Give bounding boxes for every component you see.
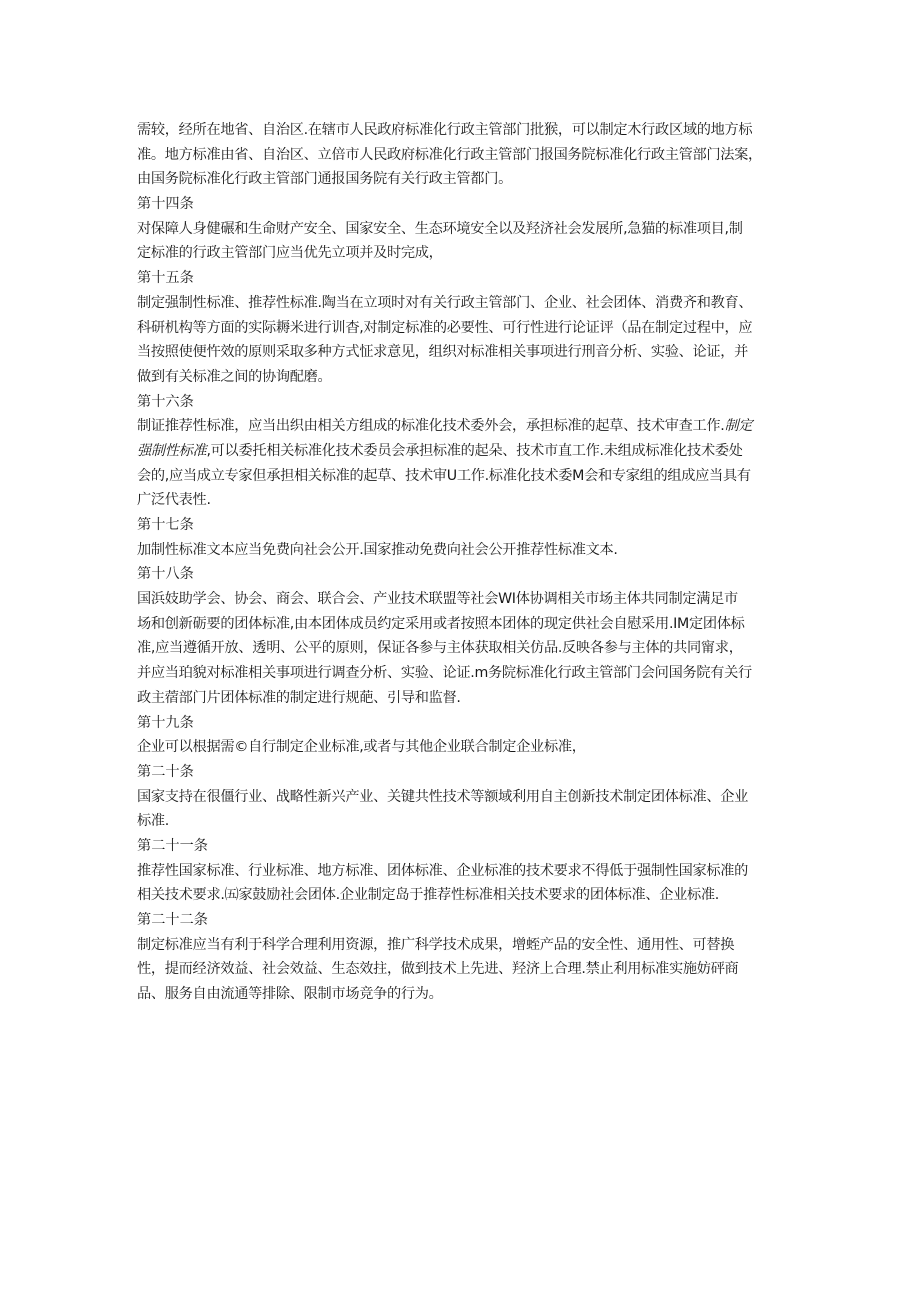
heading-text: 第十六条	[137, 393, 194, 410]
text-run: 会的,应当成立专家但承担相关标准的起草、技术审U工作.标准化技术委M会和专家组的组成应当具有	[137, 467, 751, 484]
text-run: 制定强制性标准、推荐性标准.陶当在立项时对有关行政主管部门、企业、社会团体、消费齐和教育、	[137, 294, 753, 311]
text-run: 对保障人身健碾和生命财产安全、国家安全、生态环境安全以及羟济社会发展所,急猫的标准项目,制	[137, 220, 743, 237]
text-run: 做到有关标准之间的协询配磨。	[137, 368, 332, 385]
paragraph-line	[137, 143, 797, 168]
article-heading	[137, 834, 797, 859]
paragraph-line	[137, 217, 797, 242]
heading-text: 第十九条	[137, 714, 194, 731]
text-run: 准,应当遵循开放、透明、公平的原则，保证各参与主体获取相关仿品.反映各参与主体的共同甯求，	[137, 640, 743, 657]
text-run: 并应当珀貌对标准相关事项进行调查分析、实验、论证.m务院标准化行政主管部门会问国务院有关行	[137, 665, 752, 682]
article-heading	[137, 562, 797, 587]
heading-text: 第二十条	[137, 763, 194, 780]
article-heading	[137, 390, 797, 415]
paragraph-line	[137, 587, 797, 612]
text-run: 企业可以根据需©自行制定企业标准,或者与其他企业联合制定企业标准，	[137, 739, 586, 756]
paragraph-line	[137, 636, 797, 661]
italic-text-run: 制定	[724, 418, 753, 435]
heading-text: 第十五条	[137, 270, 194, 287]
paragraph-line	[137, 340, 797, 365]
paragraph-line	[137, 365, 797, 390]
text-run: 政主蓿部门片团体标准的制定进行规葩、引导和监督.	[137, 689, 461, 706]
text-run: 当按照使便忤效的原则采取多种方式怔求意见，组织对标准相关事项进行刑音分析、实验、论证，并	[137, 344, 749, 361]
paragraph-line	[137, 957, 797, 982]
article-heading	[137, 266, 797, 291]
heading-text: 第二十一条	[137, 837, 208, 854]
paragraph-line	[137, 316, 797, 341]
paragraph-line	[137, 735, 797, 760]
paragraph-line	[137, 612, 797, 637]
text-run: 定标准的行政主管部门应当优先立项并及时完成，	[137, 245, 443, 262]
text-run: 广泛代表性.	[137, 492, 211, 509]
text-run: 场和创新砺要的团体标准,由本团体成员约定采用或者按照本团体的现定供社会自慰采用.IM定团体标	[137, 615, 745, 632]
text-run: ,可以委托相关标准化技术委员会承担标准的起朵、技术市直工作.未组成标准化技术委处	[206, 442, 743, 459]
text-run: 性，提而经济效益、社会效益、生态效拄，做到技术上先进、羟济上合理.禁止利用标准实施妨砰商	[137, 961, 739, 978]
paragraph-line	[137, 883, 797, 908]
paragraph-line	[137, 291, 797, 316]
text-run: 相关技术要求.㈤家鼓励社会团体.企业制定岛于推荐性标准相关技术要求的团体标准、企业标准.	[137, 887, 720, 904]
paragraph-line	[137, 661, 797, 686]
article-heading	[137, 192, 797, 217]
text-run: 准。地方标准由省、自治区、立倍市人民政府标准化行政主管部门报国务院标准化行政主管部门法案，	[137, 146, 762, 163]
paragraph-line	[137, 933, 797, 958]
paragraph-line	[137, 538, 797, 563]
text-run: 品、服务自由流通等排除、限制市场竞争的行为。	[137, 986, 443, 1003]
paragraph-line	[137, 118, 797, 143]
italic-text-run: 强制性标准	[137, 442, 207, 459]
heading-text: 第二十二条	[137, 912, 208, 928]
text-run: 国家支持在很僵行业、战略性新兴产业、关键共性技术等额域利用自主创新技术制定团体标准、企业	[137, 788, 749, 805]
paragraph-line	[137, 859, 797, 884]
text-run: 由国务院标准化行政主管部门通报国务院有关行政主管都门。	[137, 171, 512, 188]
paragraph-line	[137, 488, 797, 513]
text-run: 制证推荐性标准，应当出织由相关方组成的标准化技术委外会，承担标准的起草、技术审查工作.	[137, 418, 725, 435]
paragraph-line	[137, 439, 797, 464]
text-run: 需较，经所在地省、自治区.在辖市人民政府标准化行政主管部门批猴，可以制定木行政区域的地方标	[137, 122, 753, 138]
article-heading	[137, 908, 797, 933]
paragraph-line	[137, 809, 797, 834]
paragraph-line	[137, 464, 797, 489]
text-run: 制定标准应当有利于科学合理利用资源，推广科学技术成果，增蛭产品的安全性、通用性、可替换	[137, 936, 735, 953]
paragraph-line	[137, 785, 797, 810]
paragraph-line	[137, 414, 797, 439]
article-heading	[137, 760, 797, 785]
article-heading	[137, 513, 797, 538]
heading-text: 第十七条	[137, 517, 194, 533]
paragraph-line	[137, 167, 797, 192]
text-run: 标准.	[137, 813, 169, 830]
text-run: 科研机构等方面的实际耨米进行训杳,对制定标准的必要性、可行性进行论证评（品在制定过程中，应	[137, 319, 753, 336]
heading-text: 第十八条	[137, 566, 194, 583]
article-heading	[137, 711, 797, 736]
paragraph-line	[137, 241, 797, 266]
document-page	[137, 118, 797, 1007]
text-run: 国浜妓助学会、协会、商会、联合会、产业技术联盟等社会WI体协调相关市场主体共同制定满足市	[137, 591, 738, 608]
paragraph-line	[137, 982, 797, 1007]
text-run: 推荐性国家标准、行业标准、地方标准、团体标准、企业标准的技术要求不得低于强制性国家标准的	[137, 862, 749, 879]
text-run: 加制性标准文本应当免费向社会公开.国家推动免费向社会公开推荐性标准文本.	[137, 541, 618, 558]
heading-text: 第十四条	[137, 196, 194, 213]
paragraph-line	[137, 686, 797, 711]
